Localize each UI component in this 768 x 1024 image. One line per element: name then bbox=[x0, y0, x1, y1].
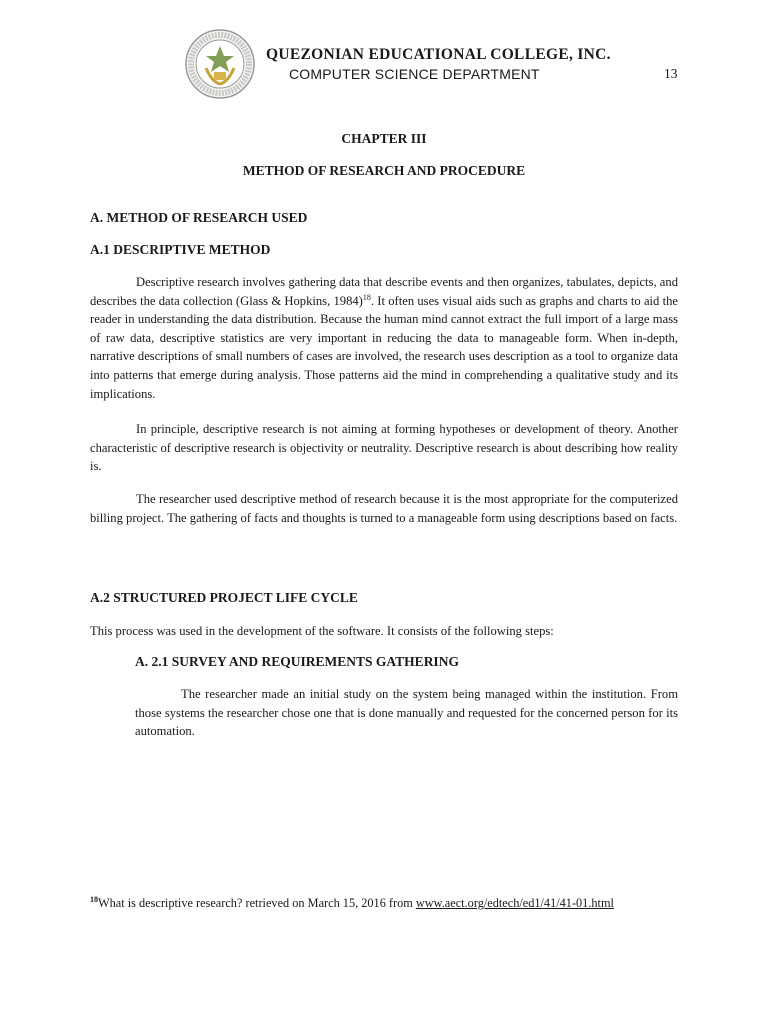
department-name: COMPUTER SCIENCE DEPARTMENT bbox=[289, 66, 540, 82]
footnote-link[interactable]: www.aect.org/edtech/ed1/41/41-01.html bbox=[415, 896, 614, 910]
paragraph-process-intro: This process was used in the development of the software. It consists of the following steps: bbox=[90, 624, 554, 638]
section-a1-heading: A.1 DESCRIPTIVE METHOD bbox=[90, 242, 271, 257]
footnote-number: 18 bbox=[90, 894, 98, 904]
section-a21-heading: A. 2.1 SURVEY AND REQUIREMENTS GATHERING bbox=[135, 654, 459, 669]
paragraph-text-cont: . It often uses visual aids such as graphs and charts to aid the reader in understanding the data distribution. Because the human mind cannot extract the full import of a large mass of raw data, descriptive statistics are very important in reducing the data to manageable form. When in-depth, narrative descriptions of small numbers of cases are involved, the research uses description as a tool to organize data into patterns that emerge during analysis. Those patterns aid the mind in comprehending a qualitative study and its implications. bbox=[90, 293, 678, 401]
paragraph-descriptive-research bbox=[90, 273, 678, 403]
chapter-title: METHOD OF RESEARCH AND PROCEDURE bbox=[242, 163, 526, 178]
footnote-reference: 18 bbox=[362, 292, 371, 302]
page-number: 13 bbox=[664, 66, 678, 81]
paragraph-survey: The researcher made an initial study on the system being managed within the institution. From those systems the researcher chose one that is done manually and requested for the concerned person for its automation. bbox=[135, 687, 678, 739]
section-a-heading: A. METHOD OF RESEARCH USED bbox=[90, 210, 308, 225]
college-seal-logo bbox=[184, 28, 256, 100]
footnote-text: What is descriptive research? retrieved on March 15, 2016 from bbox=[98, 896, 416, 910]
footnote bbox=[90, 896, 614, 911]
paragraph-researcher-used: The researcher used descriptive method of research because it is the most appropriate for the computerized billing project. The gathering of facts and thoughts is turned to a manageable form using descriptions based on facts. bbox=[90, 492, 678, 525]
paragraph-text: Descriptive research involves gathering data that describe events and then organizes, tabulates, depicts, and describes the data collection (Glass & Hopkins, 1984) bbox=[90, 275, 678, 308]
school-name: QUEZONIAN EDUCATIONAL COLLEGE, INC. bbox=[266, 46, 611, 63]
paragraph-principle: In principle, descriptive research is not aiming at forming hypotheses or development of theory. Another characteristic of descriptive research is objectivity or neutrality. Descriptive research is about describing how reality is. bbox=[90, 422, 678, 474]
section-a2-heading: A.2 STRUCTURED PROJECT LIFE CYCLE bbox=[90, 590, 358, 605]
chapter-heading: CHAPTER III bbox=[341, 131, 427, 146]
